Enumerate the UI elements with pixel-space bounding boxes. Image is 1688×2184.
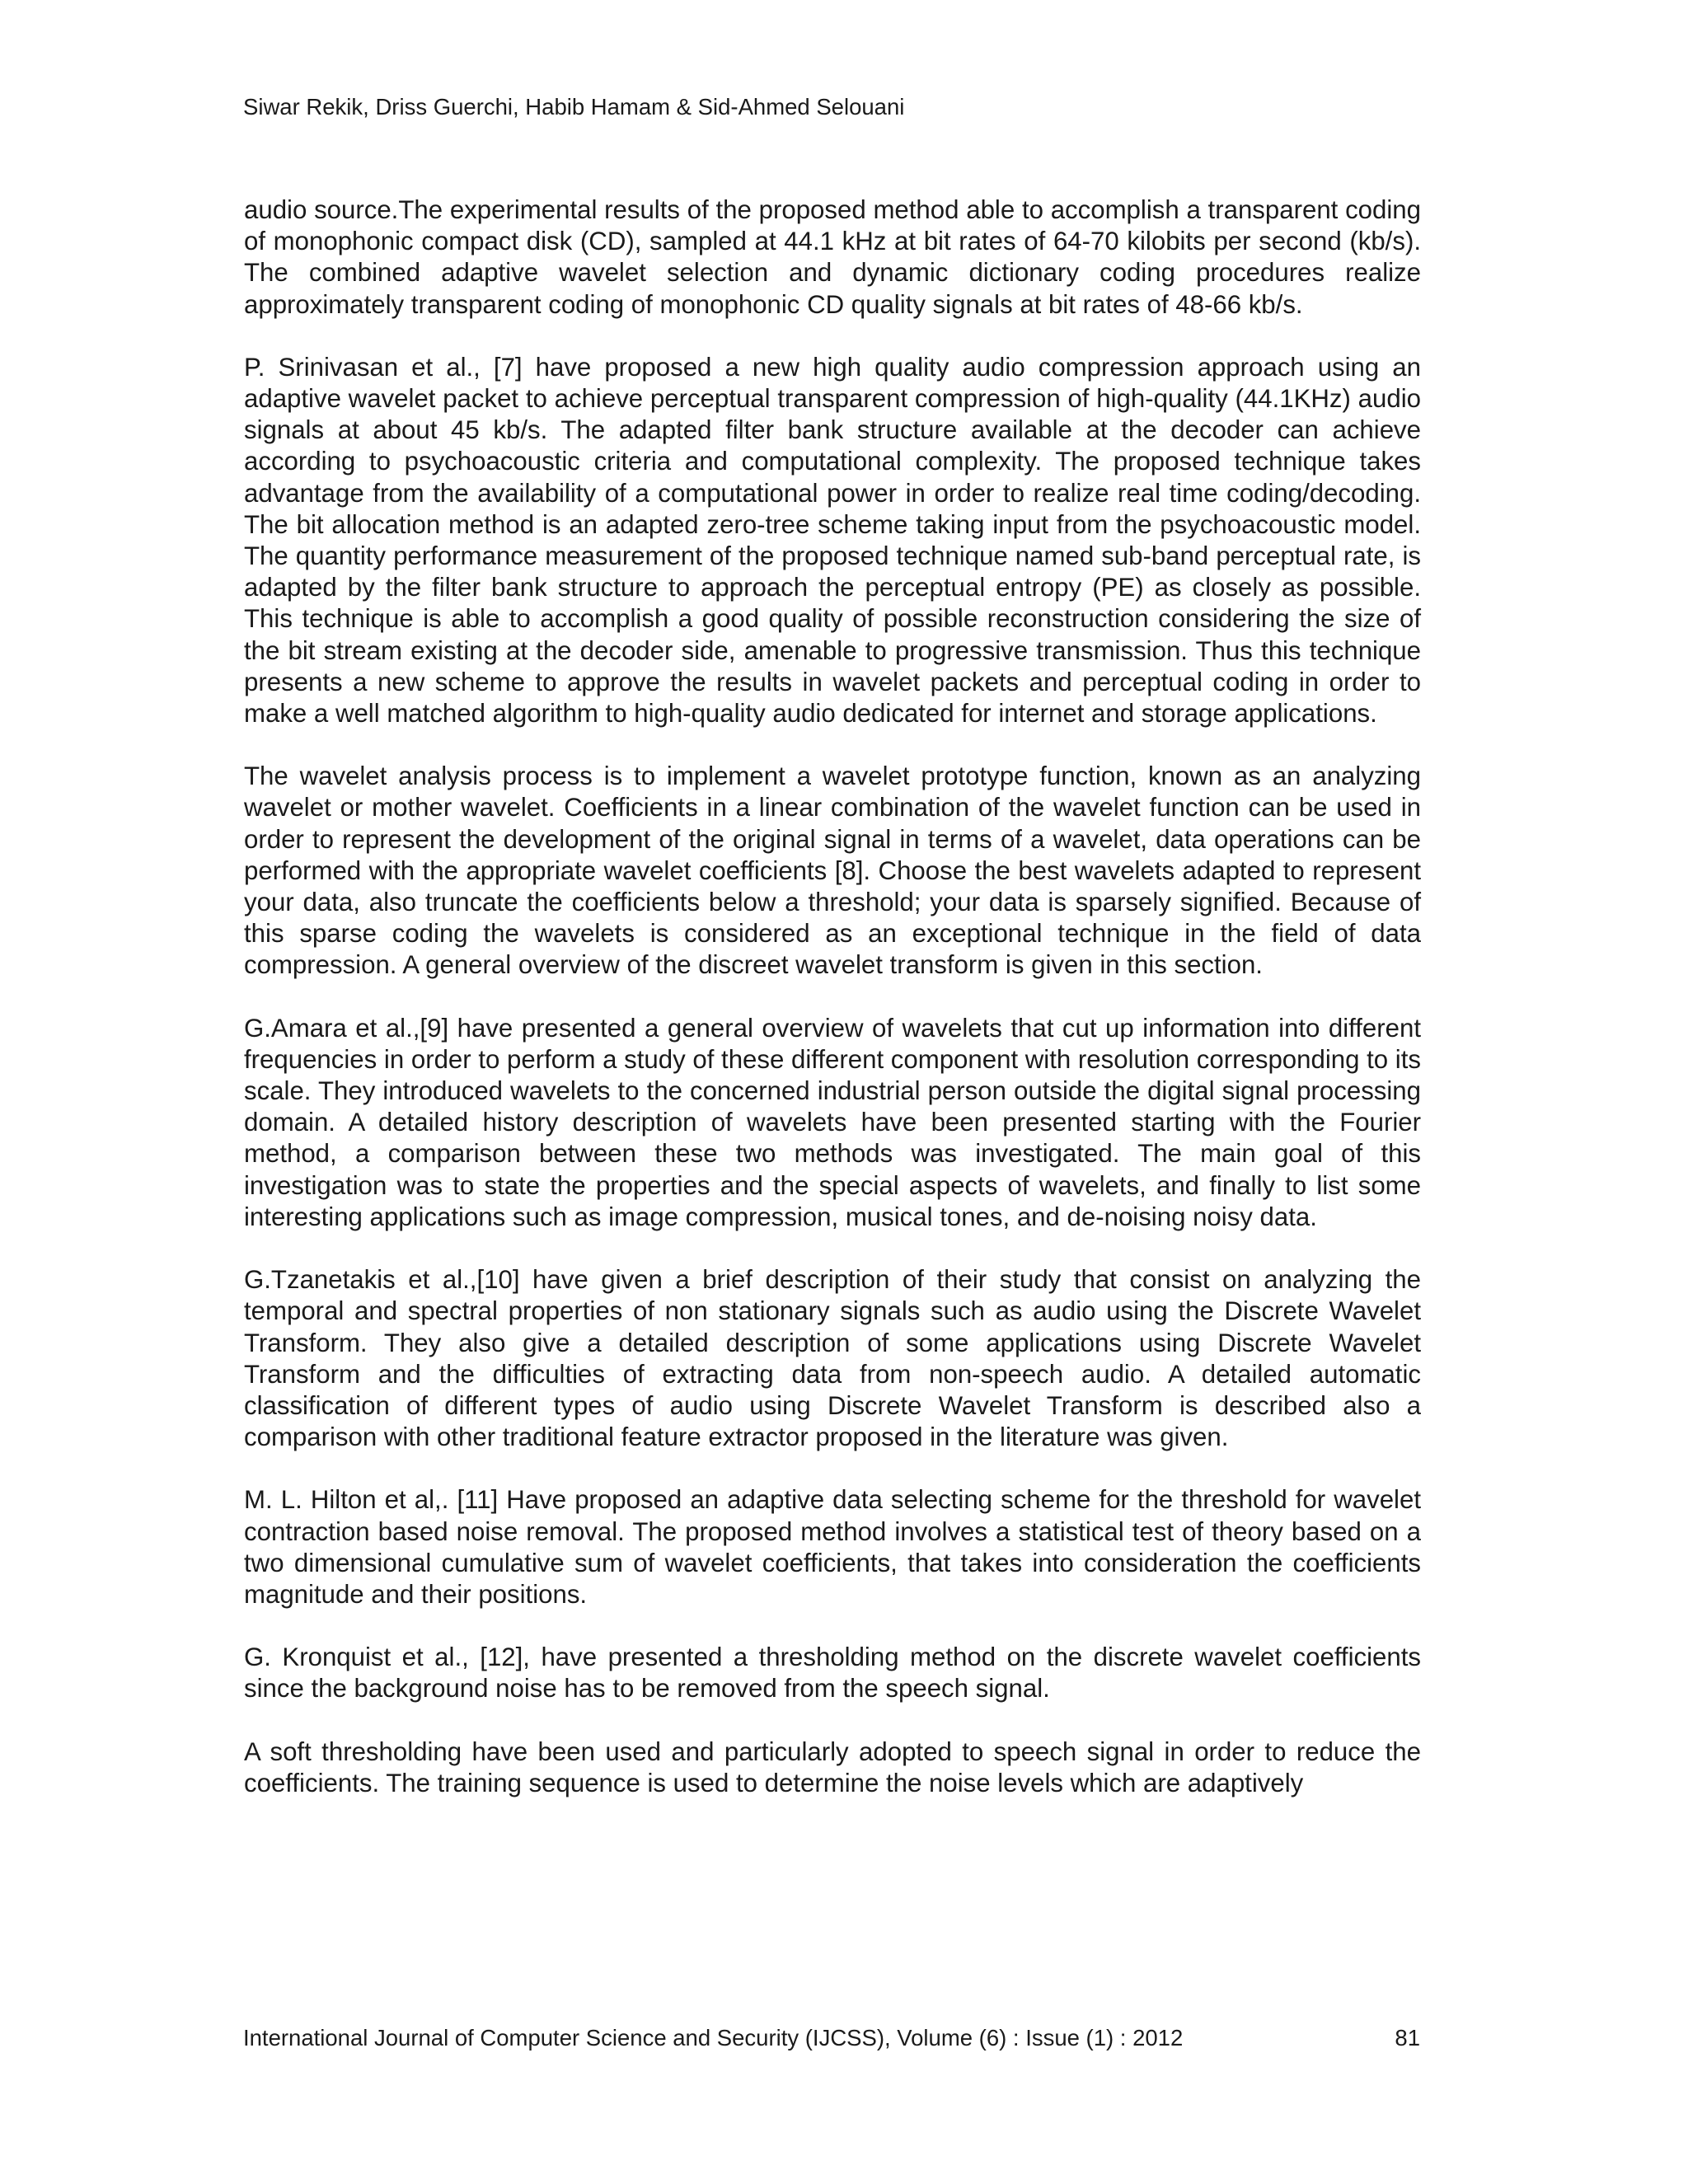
paragraph-wavelet-analysis: The wavelet analysis process is to implement a wavelet prototype function, known as an analyzing wavelet or mother wavelet. Coefficients in a linear combination of the wavelet function can be used in order to represent the development of the original signal in terms of a wavelet, data operations can be performed with the appropriate wavelet coefficients [8]. Choose the best wavelets adapted to represent your data, also truncate the coefficients below a threshold; your data is sparsely signified. Because of this sparse coding the wavelets is considered as an exceptional technique in the field of data compression. A general overview of the discreet wavelet transform is given in this section. [244,762,1421,980]
paragraph-hilton: M. L. Hilton et al,. [11] Have proposed an adaptive data selecting scheme for the threshold for wavelet contraction based noise removal. The proposed method involves a statistical test of theory based on a two dimensional cumulative sum of wavelet coefficients, that takes into consideration the coefficients magnitude and their positions. [244,1485,1421,1609]
page-footer [243,2024,1420,2052]
paragraph-srinivasan: P. Srinivasan et al., [7] have proposed a new high quality audio compression approach using an adaptive wavelet packet to achieve perceptual transparent compression of high-quality (44.1KHz) audio signals at about 45 kb/s. The adapted filter bank structure available at the decoder can achieve according to psychoacoustic criteria and computational complexity. The proposed technique takes advantage from the availability of a computational power in order to realize real time coding/decoding. The bit allocation method is an adapted zero-tree scheme taking input from the psychoacoustic model. The quantity performance measurement of the proposed technique named sub-band perceptual rate, is adapted by the filter bank structure to approach the perceptual entropy (PE) as closely as possible. This technique is able to accomplish a good quality of possible reconstruction considering the size of the bit stream existing at the decoder side, amenable to progressive transmission. Thus this technique presents a new scheme to approve the results in wavelet packets and perceptual coding in order to make a well matched algorithm to high-quality audio dedicated for internet and storage applications. [244,352,1421,729]
paragraph-soft-thresholding: A soft thresholding have been used and particularly adopted to speech signal in order to reduce the coefficients. The training sequence is used to determine the noise levels which are adaptively [244,1736,1421,1797]
paragraph-audio-source: audio source.The experimental results of the proposed method able to accomplish a transparent coding of monophonic compact disk (CD), sampled at 44.1 kHz at bit rates of 64-70 kilobits per second (kb/s). The combined adaptive wavelet selection and dynamic dictionary coding procedures realize approximately transparent coding of monophonic CD quality signals at bit rates of 48-66 kb/s. [244,195,1421,319]
body-text [244,194,1421,1830]
paragraph-tzanetakis: G.Tzanetakis et al.,[10] have given a brief description of their study that consist on analyzing the temporal and spectral properties of non stationary signals such as audio using the Discrete Wavelet Transform. They also give a detailed description of some applications using Discrete Wavelet Transform and the difficulties of extracting data from non-speech audio. A detailed automatic classification of different types of audio using Discrete Wavelet Transform is described also a comparison with other traditional feature extractor proposed in the literature was given. [244,1265,1421,1452]
journal-citation: International Journal of Computer Science and Security (IJCSS), Volume (6) : Issue (1) : 2012 [243,2025,1184,2050]
paragraph-kronquist: G. Kronquist et al., [12], have presented a thresholding method on the discrete wavelet coefficients since the background noise has to be removed from the speech signal. [244,1643,1421,1704]
paragraph-amara: G.Amara et al.,[9] have presented a general overview of wavelets that cut up information into different frequencies in order to perform a study of these different component with resolution corresponding to its scale. They introduced wavelets to the concerned industrial person outside the digital signal processing domain. A detailed history description of wavelets have been presented starting with the Fourier method, a comparison between these two methods was investigated. The main goal of this investigation was to state the properties and the special aspects of wavelets, and finally to list some interesting applications such as image compression, musical tones, and de-noising noisy data. [244,1013,1421,1231]
running-header: Siwar Rekik, Driss Guerchi, Habib Hamam & Sid-Ahmed Selouani [243,94,905,120]
page-number: 81 [1395,2025,1420,2050]
